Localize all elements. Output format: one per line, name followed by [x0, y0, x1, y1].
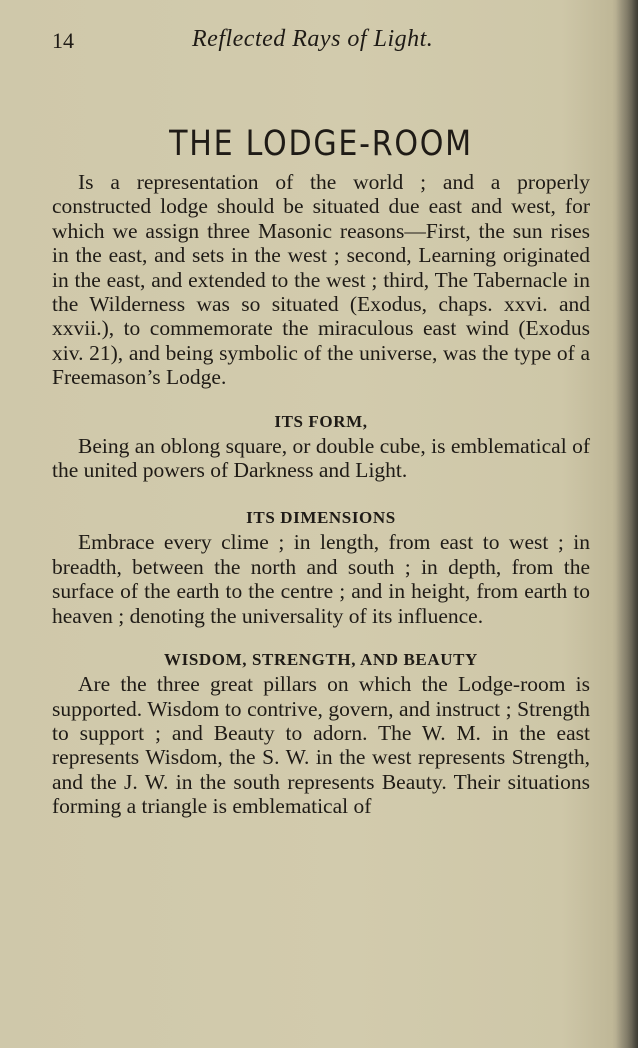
- section-text-form: Being an oblong square, or double cube, is emblematical of the united powers of Darkness and Light.: [52, 433, 590, 483]
- section-text-pillars: Are the three great pillars on which the Lodge-room is supported. Wisdom to contrive, govern, and instruct ; Strength to support ; and Beauty to adorn. The W. M. in the east represents Wisdom, the S. W. in the west represents Strength, and the J. W. in the south represents Beauty. Their situations forming a triangle is emblematical of: [52, 672, 590, 819]
- page-header: [52, 22, 592, 62]
- section-heading-pillars: WISDOM, STRENGTH, AND BEAUTY: [164, 650, 478, 670]
- running-head: Reflected Rays of Light.: [192, 26, 434, 52]
- section-text-dimensions: Embrace every clime ; in length, from east to west ; in breadth, between the north and south ; in depth, from the surface of the earth to the centre ; and in height, from earth to heaven ; denoting the universality of its influence.: [52, 530, 590, 628]
- chapter-title: THE LODGE-ROOM: [169, 124, 473, 164]
- intro-paragraph: Is a representation of the world ; and a properly constructed lodge should be situated due east and west, for which we assign three Masonic reasons—First, the sun rises in the east, and sets in the west ; second, Learning originated in the east, and extended to the west ; third, The Tabernacle in the Wilderness was so situated (Exodus, chaps. xxvi. and xxvii.), to commemorate the miraculous east wind (Exodus xiv. 21), and being symbolic of the universe, was the type of a Freemason’s Lodge.: [52, 170, 590, 390]
- page-edge-shadow: [616, 0, 638, 1048]
- page-content: [52, 118, 590, 819]
- section-heading-dimensions: ITS DIMENSIONS: [246, 508, 396, 528]
- section-heading-form: ITS FORM,: [274, 411, 368, 431]
- page-number: 14: [52, 28, 74, 53]
